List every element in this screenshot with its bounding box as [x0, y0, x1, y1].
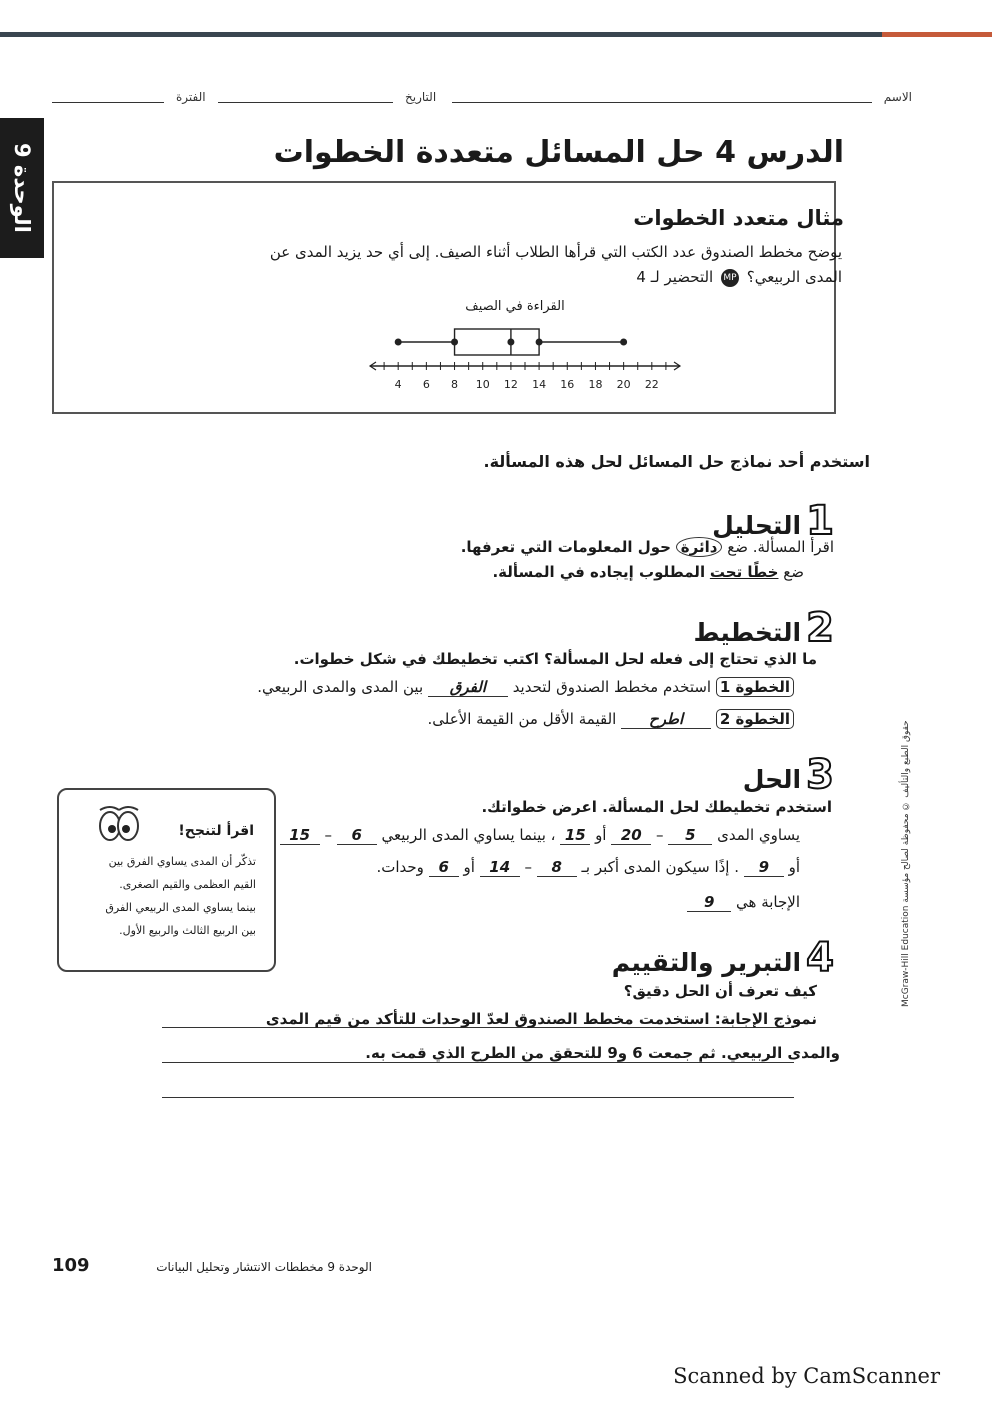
step1-line1-pre: اقرأ المسألة. ضع	[727, 538, 834, 556]
step1-line1-post: حول المعلومات التي تعرفها.	[460, 538, 671, 556]
step2-label: الخطوة 2	[716, 709, 794, 729]
answer-blank[interactable]: اطرح	[621, 710, 711, 729]
tick-label: 22	[644, 378, 659, 391]
tick-label: 12	[503, 378, 518, 391]
box-plot-box	[395, 329, 627, 355]
step3-number: 3	[806, 752, 834, 798]
answer-blank[interactable]: 15	[560, 826, 590, 845]
step2-step1	[257, 678, 794, 697]
step1-line1	[461, 538, 834, 556]
step4-number: 4	[806, 935, 834, 981]
step2-number: 2	[806, 605, 834, 651]
step1-label: الخطوة 1	[716, 677, 794, 697]
tip-line: تذكّر أن المدى يساوي الفرق بين	[108, 855, 256, 868]
step1-number: 1	[806, 498, 834, 544]
box-plot	[360, 320, 690, 400]
answer-blank[interactable]: 15	[280, 826, 320, 845]
answer-blank[interactable]: 14	[480, 858, 520, 877]
step3-instruction: استخدم تخطيطك لحل المسألة. اعرض خطواتك.	[481, 798, 832, 816]
text-range-equals: يساوي المدى	[717, 826, 800, 844]
step1-line2	[492, 563, 804, 581]
instruction: استخدم أحد نماذج حل المسائل لحل هذه المسألة.	[483, 452, 870, 471]
step4-answer-line2[interactable]: والمدى الربيعي. ثم جمعت 6 و9 للتحقق من الطرح الذي قمت به.	[365, 1044, 840, 1062]
period-label: الفترة	[176, 90, 206, 104]
step1-title: التحليل	[712, 511, 802, 540]
text-or: أو	[788, 858, 800, 876]
step2-step1-pre: استخدم مخطط الصندوق لتحديد	[512, 678, 712, 696]
tick-label: 10	[475, 378, 490, 391]
text-or: أو	[463, 858, 475, 876]
point-q1	[451, 339, 458, 346]
answer-blank[interactable]: الفرق	[428, 678, 508, 697]
answer-rule	[162, 1062, 794, 1063]
example-text	[192, 240, 842, 290]
tip-line: القيم العظمى والقيم الصغرى.	[119, 878, 256, 891]
name-field[interactable]	[452, 102, 872, 103]
step2-question: ما الذي تحتاج إلى فعله لحل المسألة؟ اكتب تخطيطك في شكل خطوات.	[293, 650, 817, 668]
box-plot-axis	[370, 362, 680, 391]
step4-answer-line1[interactable]: نموذج الإجابة: استخدمت مخطط الصندوق لعدّ الوحدات للتأكد من قيم المدى	[265, 1010, 817, 1028]
circled-word: دائرة	[676, 537, 723, 557]
text-answer-is: الإجابة هي	[736, 893, 800, 911]
underlined-word: خطًا تحت	[709, 563, 779, 581]
mp-badge-icon: MP	[721, 269, 739, 287]
tick-label: 8	[451, 378, 459, 391]
tick-label: 6	[422, 378, 430, 391]
text-while: ، بينما يساوي المدى الربيعي	[381, 826, 556, 844]
point-median	[507, 339, 514, 346]
step2-heading	[694, 605, 834, 651]
footer-unit: الوحدة 9 مخططات الانتشار وتحليل البيانات	[156, 1260, 372, 1274]
answer-blank[interactable]: 6	[337, 826, 377, 845]
point-q3	[536, 339, 543, 346]
step1-line2-post: المطلوب إيجاده في المسألة.	[492, 563, 706, 581]
example-text-line1: يوضح مخطط الصندوق عدد الكتب التي قرأها الطلاب أثناء الصيف. إلى أي حد يزيد المدى عن	[269, 243, 842, 261]
box-plot-title: القراءة في الصيف	[465, 299, 565, 314]
tick-label: 16	[560, 378, 575, 391]
answer-blank[interactable]: 20	[611, 826, 651, 845]
step2-step2-post: القيمة الأقل من القيمة الأعلى.	[427, 710, 617, 728]
answer-rule	[162, 1097, 794, 1098]
step2-step2	[427, 710, 794, 729]
mp-text: التحضير لـ 4	[636, 268, 714, 286]
tick-label: 4	[394, 378, 402, 391]
example-text-line2: المدى الربيعي؟	[746, 268, 842, 286]
name-label: الاسم	[883, 90, 912, 104]
tip-title: اقرأ لتنجح!	[178, 823, 254, 839]
text-or: أو	[595, 826, 607, 844]
step3-line2: أو 9 . إذًا سيكون المدى أكبر بـ 8 – 14 أو 6 وحدات.	[376, 858, 800, 876]
step1-line2-pre: ضع	[783, 563, 804, 581]
step3-title: الحل	[742, 765, 802, 794]
text-units: وحدات.	[376, 858, 424, 876]
answer-blank[interactable]: 5	[668, 826, 712, 845]
top-rule	[0, 32, 992, 37]
top-rule-accent	[882, 32, 992, 37]
tip-line: بينما يساوي المدى الربيعي الفرق	[105, 901, 256, 914]
date-label: التاريخ	[405, 90, 437, 104]
step4-title: التبرير والتقييم	[611, 948, 802, 977]
unit-side-tab: الوحدة 9	[0, 118, 44, 258]
period-field[interactable]	[52, 102, 164, 103]
point-min	[395, 339, 402, 346]
text-so: . إذًا سيكون المدى أكبر بـ	[581, 858, 740, 876]
page-number: 109	[52, 1255, 90, 1276]
date-field[interactable]	[218, 102, 393, 103]
iqr-box	[455, 329, 540, 355]
tip-text	[76, 850, 256, 942]
step4-question: كيف تعرف أن الحل دقيق؟	[623, 982, 817, 1000]
copyright-vertical: McGraw-Hill Education حقوق الطبع والتأليف © محفوظة لصالح مؤسسة	[901, 720, 911, 1007]
tick-label: 18	[588, 378, 603, 391]
eyes-icon	[97, 804, 141, 844]
tick-label: 20	[616, 378, 631, 391]
tip-box	[57, 788, 276, 972]
step4-heading	[612, 935, 834, 981]
scanner-watermark: Scanned by CamScanner	[673, 1364, 940, 1388]
lesson-title: الدرس 4 حل المسائل متعددة الخطوات	[273, 135, 844, 170]
answer-blank[interactable]: 9	[744, 858, 784, 877]
answer-blank[interactable]: 6	[429, 858, 459, 877]
tick-label: 14	[532, 378, 547, 391]
step3-answer	[687, 893, 800, 912]
point-max	[620, 339, 627, 346]
step2-step1-post: بين المدى والمدى الربيعي.	[257, 678, 424, 696]
step3-heading	[743, 752, 834, 798]
step3-line1: يساوي المدى 5 – 20 أو 15 ، بينما يساوي المدى الربيعي 6 – 15	[280, 826, 800, 845]
answer-blank[interactable]: 8	[537, 858, 577, 877]
step2-title: التخطيط	[693, 618, 802, 647]
example-title: مثال متعدد الخطوات	[633, 206, 844, 230]
answer-blank[interactable]: 9	[687, 893, 731, 912]
tip-line: بين الربيع الثالث والربيع الأول.	[119, 924, 256, 937]
